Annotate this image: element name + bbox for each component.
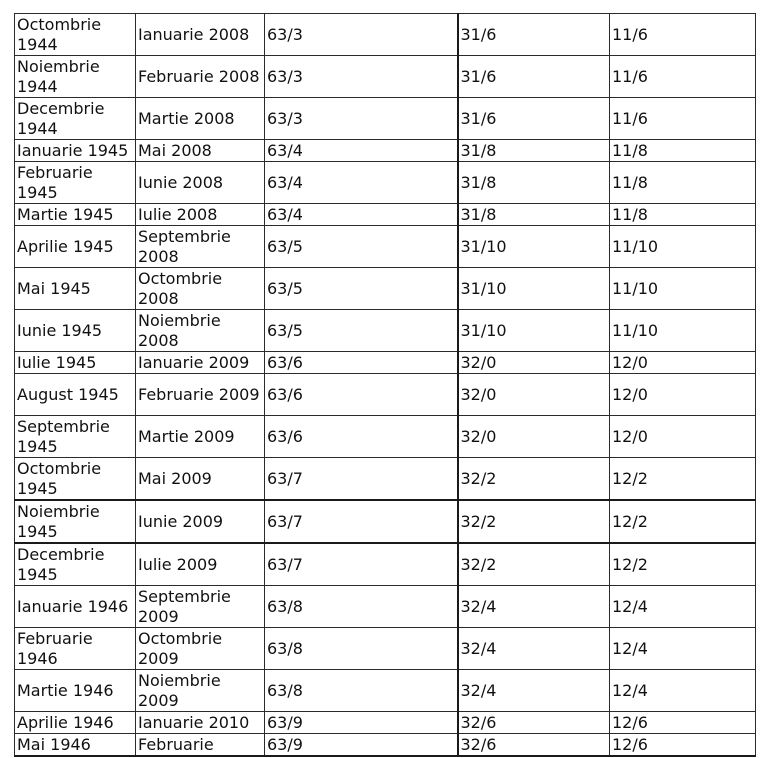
- table-row: [15, 500, 756, 543]
- table-cell-col2: Februarie: [136, 734, 265, 757]
- table-body: [15, 14, 756, 757]
- table-cell-col4: 32/2: [458, 458, 610, 501]
- table-cell-col5: 11/8: [610, 140, 756, 162]
- table-cell-col5: 12/2: [610, 458, 756, 501]
- table-cell-col3: 63/3: [265, 56, 458, 98]
- table-cell-col2: Iulie 2009: [136, 543, 265, 586]
- table-container: [14, 13, 756, 757]
- table-row: [15, 670, 756, 712]
- table-cell-col1: Noiembrie 1945: [15, 500, 136, 543]
- table-cell-col1: Mai 1946: [15, 734, 136, 757]
- table-row: [15, 310, 756, 352]
- table-row: [15, 543, 756, 586]
- table-cell-col4: 32/4: [458, 586, 610, 628]
- table-cell-col4: 31/10: [458, 226, 610, 268]
- table-row: [15, 628, 756, 670]
- table-cell-col1: Decembrie 1945: [15, 543, 136, 586]
- table-cell-col3: 63/5: [265, 310, 458, 352]
- table-cell-col1: Ianuarie 1946: [15, 586, 136, 628]
- table-cell-col2: Noiembrie 2008: [136, 310, 265, 352]
- table-cell-col2: Martie 2009: [136, 416, 265, 458]
- table-cell-col2: Octombrie 2009: [136, 628, 265, 670]
- table-cell-col2: Noiembrie 2009: [136, 670, 265, 712]
- table-cell-col5: 12/0: [610, 374, 756, 416]
- table-cell-col5: 11/8: [610, 204, 756, 226]
- table-cell-col2: Iulie 2008: [136, 204, 265, 226]
- table-cell-col5: 12/6: [610, 712, 756, 734]
- table-cell-col5: 11/10: [610, 310, 756, 352]
- table-cell-col1: Septembrie 1945: [15, 416, 136, 458]
- table-row: [15, 140, 756, 162]
- table-cell-col3: 63/8: [265, 670, 458, 712]
- table-cell-col4: 31/6: [458, 98, 610, 140]
- table-cell-col1: Martie 1945: [15, 204, 136, 226]
- table-cell-col3: 63/6: [265, 416, 458, 458]
- table-row: [15, 204, 756, 226]
- table-cell-col3: 63/8: [265, 628, 458, 670]
- table-cell-col2: Ianuarie 2010: [136, 712, 265, 734]
- table-row: [15, 98, 756, 140]
- table-cell-col3: 63/5: [265, 268, 458, 310]
- table-cell-col3: 63/7: [265, 500, 458, 543]
- table-cell-col1: Martie 1946: [15, 670, 136, 712]
- table-cell-col3: 63/6: [265, 374, 458, 416]
- table-row: [15, 56, 756, 98]
- table-cell-col4: 31/6: [458, 14, 610, 56]
- table-cell-col4: 31/10: [458, 268, 610, 310]
- table-row: [15, 712, 756, 734]
- table-cell-col3: 63/7: [265, 543, 458, 586]
- table-cell-col2: Iunie 2009: [136, 500, 265, 543]
- table-cell-col4: 32/0: [458, 416, 610, 458]
- table-cell-col1: Aprilie 1946: [15, 712, 136, 734]
- table-cell-col1: Decembrie 1944: [15, 98, 136, 140]
- table-cell-col1: Iunie 1945: [15, 310, 136, 352]
- table-cell-col1: Aprilie 1945: [15, 226, 136, 268]
- table-cell-col3: 63/9: [265, 712, 458, 734]
- table-cell-col3: 63/8: [265, 586, 458, 628]
- table-cell-col4: 32/2: [458, 543, 610, 586]
- table-cell-col3: 63/6: [265, 352, 458, 374]
- table-cell-col1: Iulie 1945: [15, 352, 136, 374]
- table-cell-col2: Mai 2008: [136, 140, 265, 162]
- table-cell-col1: Noiembrie 1944: [15, 56, 136, 98]
- table-cell-col2: Iunie 2008: [136, 162, 265, 204]
- table-cell-col4: 32/4: [458, 670, 610, 712]
- table-cell-col4: 31/6: [458, 56, 610, 98]
- table-cell-col2: Septembrie 2008: [136, 226, 265, 268]
- table-cell-col1: Ianuarie 1945: [15, 140, 136, 162]
- table-cell-col5: 12/4: [610, 586, 756, 628]
- table-cell-col3: 63/5: [265, 226, 458, 268]
- table-row: [15, 416, 756, 458]
- table-row: [15, 268, 756, 310]
- table-cell-col4: 32/0: [458, 374, 610, 416]
- table-cell-col4: 32/4: [458, 628, 610, 670]
- table-row: [15, 374, 756, 416]
- table-cell-col5: 12/0: [610, 416, 756, 458]
- table-cell-col4: 31/8: [458, 204, 610, 226]
- table-cell-col4: 31/8: [458, 162, 610, 204]
- table-cell-col3: 63/4: [265, 204, 458, 226]
- table-cell-col5: 12/4: [610, 628, 756, 670]
- pension-table: [14, 13, 756, 757]
- table-row: [15, 734, 756, 757]
- table-cell-col2: Mai 2009: [136, 458, 265, 501]
- table-cell-col1: Mai 1945: [15, 268, 136, 310]
- table-cell-col4: 31/10: [458, 310, 610, 352]
- table-cell-col4: 32/2: [458, 500, 610, 543]
- table-cell-col5: 12/4: [610, 670, 756, 712]
- table-cell-col5: 11/6: [610, 98, 756, 140]
- table-cell-col4: 32/6: [458, 712, 610, 734]
- table-cell-col1: Februarie 1946: [15, 628, 136, 670]
- table-cell-col3: 63/9: [265, 734, 458, 757]
- table-cell-col5: 11/6: [610, 14, 756, 56]
- table-row: [15, 458, 756, 501]
- table-cell-col3: 63/4: [265, 162, 458, 204]
- table-cell-col5: 11/6: [610, 56, 756, 98]
- table-cell-col3: 63/3: [265, 14, 458, 56]
- table-cell-col2: Octombrie 2008: [136, 268, 265, 310]
- table-cell-col5: 12/2: [610, 543, 756, 586]
- table-cell-col3: 63/3: [265, 98, 458, 140]
- table-row: [15, 352, 756, 374]
- table-cell-col5: 11/10: [610, 226, 756, 268]
- table-cell-col2: Septembrie 2009: [136, 586, 265, 628]
- table-cell-col2: Martie 2008: [136, 98, 265, 140]
- table-cell-col2: Ianuarie 2009: [136, 352, 265, 374]
- table-cell-col2: Februarie 2009: [136, 374, 265, 416]
- table-row: [15, 162, 756, 204]
- table-cell-col3: 63/4: [265, 140, 458, 162]
- table-cell-col1: August 1945: [15, 374, 136, 416]
- table-cell-col1: Octombrie 1944: [15, 14, 136, 56]
- table-row: [15, 586, 756, 628]
- table-cell-col5: 11/10: [610, 268, 756, 310]
- table-cell-col1: Februarie 1945: [15, 162, 136, 204]
- table-cell-col5: 11/8: [610, 162, 756, 204]
- table-cell-col4: 32/6: [458, 734, 610, 757]
- table-cell-col2: Februarie 2008: [136, 56, 265, 98]
- table-cell-col5: 12/0: [610, 352, 756, 374]
- table-cell-col3: 63/7: [265, 458, 458, 501]
- table-cell-col2: Ianuarie 2008: [136, 14, 265, 56]
- table-row: [15, 226, 756, 268]
- table-row: [15, 14, 756, 56]
- table-cell-col5: 12/6: [610, 734, 756, 757]
- table-cell-col1: Octombrie 1945: [15, 458, 136, 501]
- table-cell-col4: 31/8: [458, 140, 610, 162]
- table-cell-col5: 12/2: [610, 500, 756, 543]
- table-cell-col4: 32/0: [458, 352, 610, 374]
